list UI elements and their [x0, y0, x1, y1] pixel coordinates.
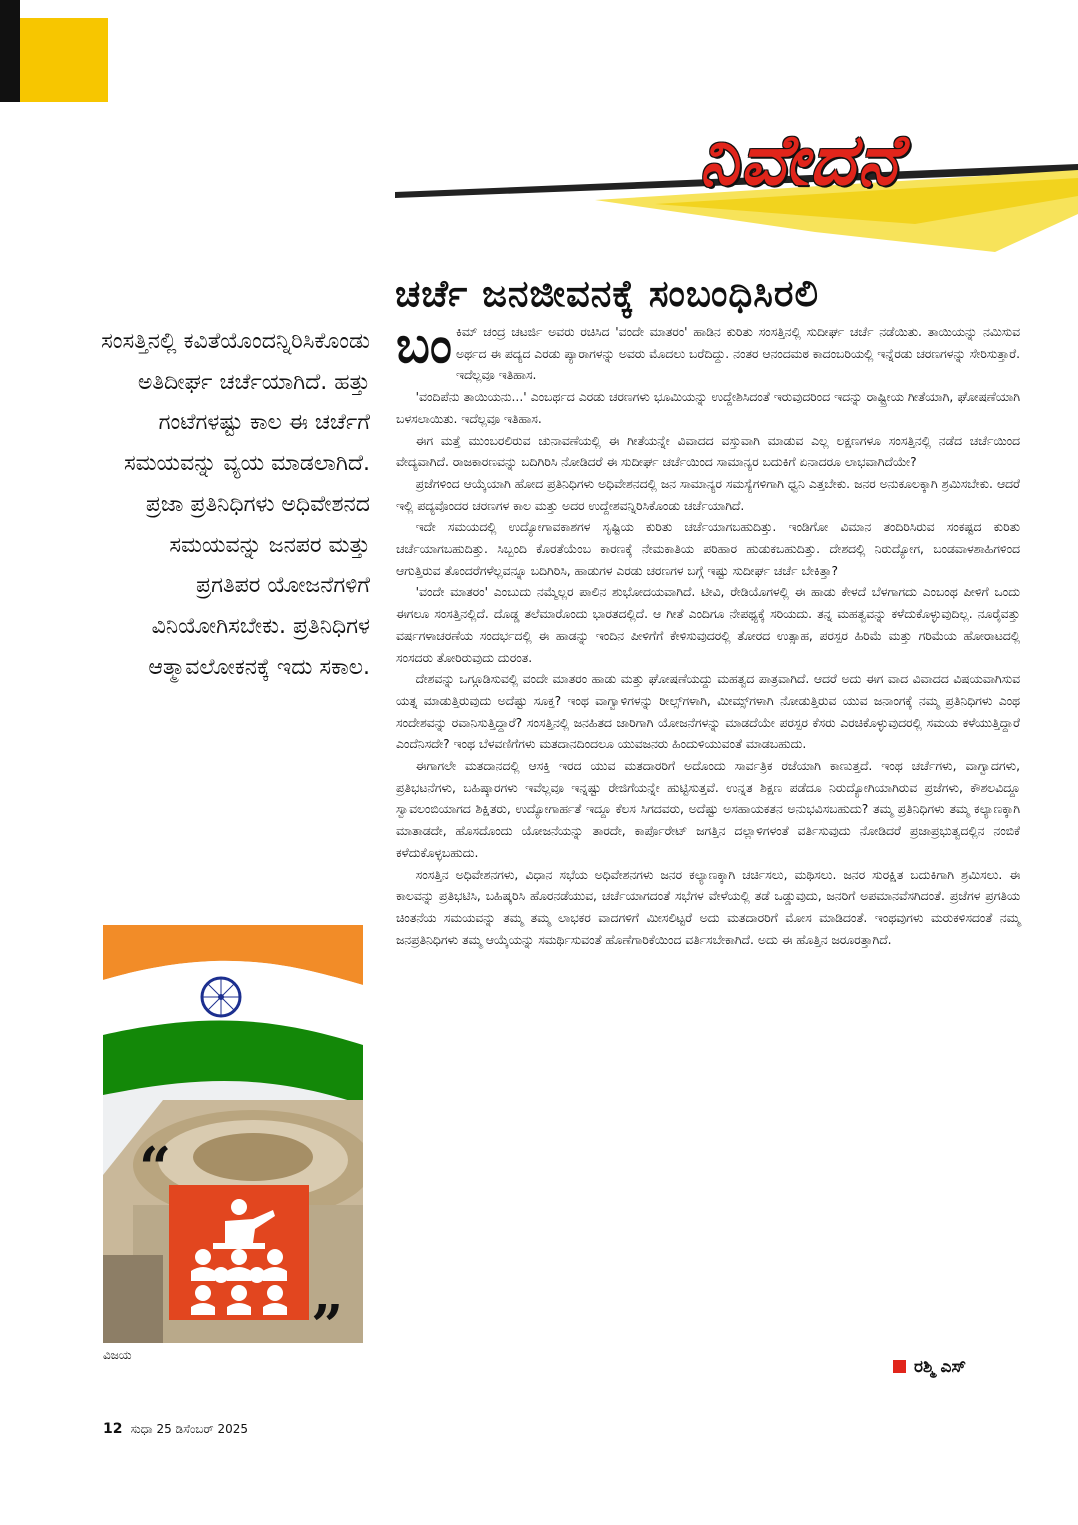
article-paragraph: ಪ್ರಜೆಗಳಿಂದ ಆಯ್ಕೆಯಾಗಿ ಹೋದ ಪ್ರತಿನಿಧಿಗಳು ಅಧಿವೇಶನದಲ್ಲಿ ಜನ ಸಾಮಾನ್ಯರ ಸಮಸ್ಯೆಗಳಿಗಾಗಿ ಧ್ವನಿ ಎತ್ತಬೇಕು. ಜನರ ಅನುಕೂಲಕ್ಕಾಗಿ ಶ್ರಮಿಸಬೇಕು. ಆದರೆ ಇಲ್ಲಿ ಪದ್ಯವೊಂದರ ಚರಣಗಳ ಕಾಲ ಮತ್ತು ಅದರ ಉದ್ದೇಶವನ್ನಿರಿಸಿಕೊಂಡು ಚರ್ಚೆಯಾಗಿದೆ.: [396, 476, 1020, 513]
article-paragraph: [396, 316, 1020, 387]
article-paragraph: ಈಗಾಗಲೇ ಮತದಾನದಲ್ಲಿ ಆಸಕ್ತಿ ಇರದ ಯುವ ಮತದಾರರಿಗೆ ಅದೊಂದು ಸಾರ್ವತ್ರಿಕ ರಜೆಯಾಗಿ ಕಾಣುತ್ತದೆ. ಇಂಥ ಚರ್ಚೆಗಳು, ವಾಗ್ವಾದಗಳು, ಪ್ರತಿಭಟನೆಗಳು, ಬಹಿಷ್ಕಾರಗಳು ಇವೆಲ್ಲವೂ ಇನ್ನಷ್ಟು ರೇಜಿಗೆಯನ್ನೇ ಹುಟ್ಟಿಸುತ್ತವೆ. ಉನ್ನತ ಶಿಕ್ಷಣ ಪಡೆದೂ ನಿರುದ್ಯೋಗಿಯಾಗಿರುವ ಪ್ರಜೆಗಳು, ಕೌಶಲವಿದ್ದೂ ಸ್ವಾವಲಂಬಿಯಾಗದ ಶಿಕ್ಷಿತರು, ಉದ್ಯೋಗಾರ್ಹತೆ ಇದ್ದೂ ಕೆಲಸ ಸಿಗದವರು, ಅದೆಷ್ಟು ಅಸಹಾಯಕತನ ಅನುಭವಿಸಬಹುದು? ತಮ್ಮ ಪ್ರತಿನಿಧಿಗಳು ತಮ್ಮ ಕಲ್ಯಾಣಕ್ಕಾಗಿ ಮಾತಾಡದೇ, ಹೊಸದೊಂದು ಯೋಜನೆಯನ್ನು ತಾರದೇ, ಕಾರ್ಪೊರೇಟ್ ಜಗತ್ತಿನ ದಲ್ಲಾಳಿಗಳಂತೆ ವರ್ತಿಸುವುದು ನೋಡಿದರೆ ಪ್ರಜಾಪ್ರಭುತ್ವದಲ್ಲಿನ ನಂಬಿಕೆ ಕಳೆದುಕೊಳ್ಳಬಹುದು.: [396, 759, 1020, 860]
section-masthead: [395, 112, 1078, 262]
section-title: ನಿವೇದನೆ: [699, 118, 901, 201]
drop-cap: ಬಂ: [396, 316, 452, 374]
byline-author: ರಶ್ಮಿ ಎಸ್: [914, 1357, 966, 1377]
quote-close-icon: ”: [311, 1293, 344, 1343]
image-caption: ವಿಜಯ: [103, 1348, 132, 1362]
corner-block-black: [0, 0, 20, 102]
illustration-parliament-flag: [103, 925, 363, 1343]
article-paragraph: 'ವಂದಿಪೆನು ತಾಯಿಯನು...' ಎಂಬರ್ಥದ ಎರಡು ಚರಣಗಳು ಭೂಮಿಯನ್ನು ಉದ್ದೇಶಿಸಿದಂತೆ ಇರುವುದರಿಂದ ಇದನ್ನು ರಾಷ್ಟ್ರೀಯ ಗೀತೆಯಾಗಿ, ಘೋಷಣೆಯಾಗಿ ಬಳಸಲಾಯಿತು. ಇದೆಲ್ಲವೂ ಇತಿಹಾಸ.: [396, 390, 1020, 426]
corner-block-yellow: [20, 18, 108, 102]
quote-open-icon: “: [139, 1135, 172, 1201]
article-first-paragraph: ಕಿಮ್ ಚಂದ್ರ ಚಟರ್ಜಿ ಅವರು ರಚಿಸಿದ 'ವಂದೇ ಮಾತರಂ' ಹಾಡಿನ ಕುರಿತು ಸಂಸತ್ತಿನಲ್ಲಿ ಸುದೀರ್ಘ ಚರ್ಚೆ ನಡೆಯಿತು. ತಾಯಿಯನ್ನು ನಮಿಸುವ ಅರ್ಥದ ಈ ಪದ್ಯದ ಎರಡು ಪ್ಯಾರಾಗಳನ್ನು ಅವರು ಮೊದಲು ಬರೆದಿದ್ದು. ನಂತರ ಆನಂದಮಠ ಕಾದಂಬರಿಯಲ್ಲಿ ಇನ್ನೆರಡು ಚರಣಗಳನ್ನು ಸೇರಿಸುತ್ತಾರೆ. ಇದೆಲ್ಲವೂ ಇತಿಹಾಸ.: [456, 325, 1020, 383]
ashoka-chakra-icon: [202, 978, 240, 1016]
article-body: [396, 316, 1020, 1362]
illustration-art: [103, 925, 363, 1343]
byline: [893, 1357, 966, 1377]
byline-marker-icon: [893, 1360, 906, 1373]
article-paragraph: 'ವಂದೇ ಮಾತರಂ' ಎಂಬುದು ನಮ್ಮೆಲ್ಲರ ಪಾಲಿನ ಶುಭೋದಯವಾಗಿದೆ. ಟೀವಿ, ರೇಡಿಯೊಗಳಲ್ಲಿ ಈ ಹಾಡು ಕೇಳದೆ ಬೆಳಗಾಗದು ಎಂಬಂಥ ಪೀಳಿಗೆ ಒಂದು ಈಗಲೂ ಸಂಸತ್ತಿನಲ್ಲಿದೆ. ದೊಡ್ಡ ತಲೆಮಾರೊಂದು ಭಾರತದಲ್ಲಿದೆ. ಆ ಗೀತೆ ಎಂದಿಗೂ ನೇಪಥ್ಯಕ್ಕೆ ಸರಿಯದು. ತನ್ನ ಮಹತ್ವವನ್ನು ಕಳೆದುಕೊಳ್ಳುವುದಿಲ್ಲ. ನೂರೈವತ್ತು ವರ್ಷಗಳಾಚರಣೆಯ ಸಂದರ್ಭದಲ್ಲಿ ಈ ಹಾಡನ್ನು ಇಂದಿನ ಪೀಳಿಗೆಗೆ ಕೇಳಿಸುವುದರಲ್ಲಿ ತೋರದ ಉತ್ಸಾಹ, ಪರಸ್ಪರ ಹಿರಿಮೆ ಮತ್ತು ಗರಿಮೆಯ ಹೋರಾಟದಲ್ಲಿ ಸಂಸದರು ತೋರಿರುವುದು ದುರಂತ.: [396, 585, 1020, 665]
article-paragraph: ಈಗ ಮತ್ತೆ ಮುಂಬರಲಿರುವ ಚುನಾವಣೆಯಲ್ಲಿ ಈ ಗೀತೆಯನ್ನೇ ವಿವಾದದ ವಸ್ತುವಾಗಿ ಮಾಡುವ ಎಲ್ಲ ಲಕ್ಷಣಗಳೂ ಸಂಸತ್ತಿನಲ್ಲಿ ನಡೆದ ಚರ್ಚೆಯಿಂದ ವೇದ್ಯವಾಗಿದೆ. ರಾಜಕಾರಣವನ್ನು ಬದಿಗಿರಿಸಿ ನೋಡಿದರೆ ಈ ಸುದೀರ್ಘ ಚರ್ಚೆಯಿಂದ ಸಾಮಾನ್ಯರ ಬದುಕಿಗೆ ಏನಾದರೂ ಲಾಭವಾಗಿದೆಯೇ?: [396, 433, 1020, 470]
page-folio: [103, 1421, 248, 1437]
page-number: 12: [103, 1421, 123, 1437]
headline: ಚರ್ಚೆ ಜನಜೀವನಕ್ಕೆ ಸಂಬಂಧಿಸಿರಲಿ: [395, 272, 820, 315]
article-paragraph: ದೇಶವನ್ನು ಒಗ್ಗೂಡಿಸುವಲ್ಲಿ ವಂದೇ ಮಾತರಂ ಹಾಡು ಮತ್ತು ಘೋಷಣೆಯದ್ದು ಮಹತ್ವದ ಪಾತ್ರವಾಗಿದೆ. ಆದರೆ ಅದು ಈಗ ವಾದ ವಿವಾದದ ವಿಷಯವಾಗಿಸುವ ಯತ್ನ ಮಾಡುತ್ತಿರುವುದು ಅದೆಷ್ಟು ಸೂಕ್ತ? ಇಂಥ ವಾಗ್ವಾಳಿಗಳನ್ನು ರೀಲ್ಸ್‌ಗಳಾಗಿ, ಮೀಮ್ಸ್‌ಗಳಾಗಿ ನೋಡುತ್ತಿರುವ ಯುವ ಜನಾಂಗಕ್ಕೆ ನಮ್ಮ ಪ್ರತಿನಿಧಿಗಳು ಎಂಥ ಸಂದೇಶವನ್ನು ರವಾನಿಸುತ್ತಿದ್ದಾರೆ? ಸಂಸತ್ತಿನಲ್ಲಿ ಜನಹಿತದ ಜಾರಿಗಾಗಿ ಯೋಜನೆಗಳನ್ನು ಮಾಡದೆಯೇ ಪರಸ್ಪರ ಕೆಸರು ಎರಚಿಕೊಳ್ಳುವುದರಲ್ಲಿ ಸಮಯ ಕಳೆಯುತ್ತಿದ್ದಾರೆ ಎಂದೆನಿಸದೇ? ಇಂಥ ಬೆಳವಣಿಗೆಗಳು ಮತದಾನದಿಂದಲೂ ಯುವಜನರು ಹಿಂದುಳಿಯುವಂತೆ ಮಾಡಬಹುದು.: [396, 672, 1020, 752]
folio-text: ಸುಧಾ 25 ಡಿಸೆಂಬರ್ 2025: [130, 1422, 249, 1436]
article-paragraph: ಸಂಸತ್ತಿನ ಅಧಿವೇಶನಗಳು, ವಿಧಾನ ಸಭೆಯ ಅಧಿವೇಶನಗಳು ಜನರ ಕಲ್ಯಾಣಕ್ಕಾಗಿ ಚರ್ಚಿಸಲು, ಮಥಿಸಲು. ಜನರ ಸುರಕ್ಷಿತ ಬದುಕಿಗಾಗಿ ಶ್ರಮಿಸಲು. ಈ ಕಾಲವನ್ನು ಪ್ರತಿಭಟಿಸಿ, ಬಹಿಷ್ಕರಿಸಿ ಹೊರನಡೆಯುವ, ಚರ್ಚೆಯಾಗದಂತೆ ಸಭೆಗಳ ವೇಳೆಯಲ್ಲಿ ತಡೆ ಒಡ್ಡುವುದು, ಜನರಿಗೆ ಅಪಮಾನವೆಸಗಿದಂತೆ. ಪ್ರಜೆಗಳ ಪ್ರಗತಿಯ ಚಿಂತನೆಯ ಸಮಯವನ್ನು ತಮ್ಮ ತಮ್ಮ ಲಾಭಕರ ವಾದಗಳಿಗೆ ಮೀಸಲಿಟ್ಟರೆ ಅದು ಮತದಾರರಿಗೆ ಮೋಸ ಮಾಡಿದಂತೆ. ಇಂಥವುಗಳು ಮರುಕಳಿಸದಂತೆ ನಮ್ಮ ಜನಪ್ರತಿನಿಧಿಗಳು ತಮ್ಮ ಆಯ್ಕೆಯನ್ನು ಸಮರ್ಥಿಸುವಂತೆ ಹೊಣೆಗಾರಿಕೆಯಿಂದ ವರ್ತಿಸಬೇಕಾಗಿದೆ. ಅದು ಈ ಹೊತ್ತಿನ ಜರೂರತ್ತಾಗಿದೆ.: [396, 867, 1020, 947]
article-paragraph: ಇದೇ ಸಮಯದಲ್ಲಿ ಉದ್ಯೋಗಾವಕಾಶಗಳ ಸೃಷ್ಟಿಯ ಕುರಿತು ಚರ್ಚೆಯಾಗಬಹುದಿತ್ತು. ಇಂಡಿಗೋ ವಿಮಾನ ತಂದಿರಿಸಿರುವ ಸಂಕಷ್ಟದ ಕುರಿತು ಚರ್ಚೆಯಾಗಬಹುದಿತ್ತು. ಸಿಬ್ಬಂದಿ ಕೊರತೆಯೆಂಬ ಕಾರಣಕ್ಕೆ ನೇಮಕಾತಿಯ ಪರಿಹಾರ ಹುಡುಕಬಹುದಿತ್ತು. ದೇಶದಲ್ಲಿ ನಿರುದ್ಯೋಗ, ಬಂಡವಾಳಶಾಹಿಗಳಿಂದ ಆಗುತ್ತಿರುವ ತೊಂದರೆಗಳೆಲ್ಲವನ್ನೂ ಬದಿಗಿರಿಸಿ, ಹಾಡುಗಳ ಎರಡು ಚರಣಗಳ ಬಗ್ಗೆ ಇಷ್ಟು ಸುದೀರ್ಘ ಚರ್ಚೆ ಬೇಕಿತ್ತಾ?: [396, 520, 1020, 578]
pull-quote: ಸಂಸತ್ತಿನಲ್ಲಿ ಕವಿತೆಯೊಂದನ್ನಿರಿಸಿಕೊಂಡು ಅತಿದೀರ್ಘ ಚರ್ಚೆಯಾಗಿದೆ. ಹತ್ತು ಗಂಟೆಗಳಷ್ಟು ಕಾಲ ಈ ಚರ್ಚೆಗೆ ಸಮಯವನ್ನು ವ್ಯಯ ಮಾಡಲಾಗಿದೆ. ಪ್ರಜಾ ಪ್ರತಿನಿಧಿಗಳು ಅಧಿವೇಶನದ ಸಮಯವನ್ನು ಜನಪರ ಮತ್ತು ಪ್ರಗತಿಪರ ಯೋಜನೆಗಳಿಗೆ ವಿನಿಯೋಗಿಸಬೇಕು. ಪ್ರತಿನಿಧಿಗಳ ಆತ್ಮಾವಲೋಕನಕ್ಕೆ ಇದು ಸಕಾಲ.: [101, 329, 370, 680]
